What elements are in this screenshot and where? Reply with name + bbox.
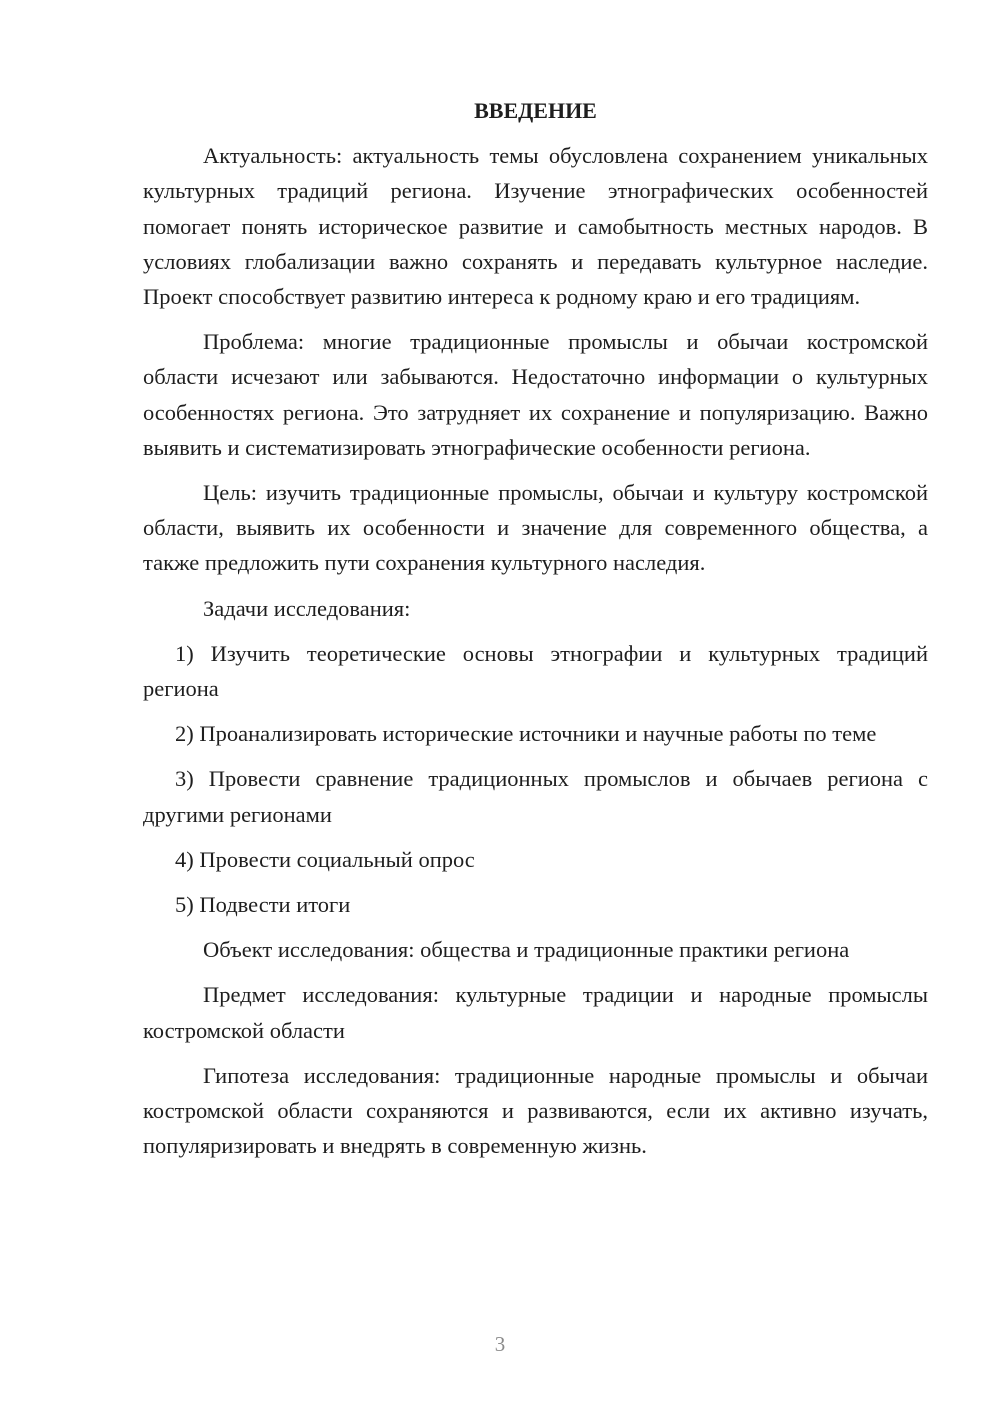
page-number: 3 <box>494 1332 506 1356</box>
object-paragraph: Объект исследования: общества и традиционные практики региона <box>203 937 850 963</box>
subject-paragraph: Предмет исследования: культурные традиции и народные промыслы костромской области <box>143 982 928 1043</box>
hypothesis-paragraph: Гипотеза исследования: традиционные народные промыслы и обычаи костромской области сохраняются и развиваются, если их активно изучать, популяризировать и внедрять в современную жизнь. <box>143 1062 928 1159</box>
page-content <box>143 93 928 1173</box>
relevance-paragraph: Актуальность: актуальность темы обусловлена сохранением уникальных культурных традиций региона. Изучение этнографических особенностей помогает понять историческое развитие и самобытность местных народов. В условиях глобализации важно сохранять и передавать культурное наследие. Проект способствует развитию интереса к родному краю и его традициям. <box>143 143 928 310</box>
task-item-1: 1) Изучить теоретические основы этнографии и культурных традиций региона <box>143 640 928 702</box>
task-item-4: 4) Провести социальный опрос <box>175 846 475 872</box>
goal-paragraph: Цель: изучить традиционные промыслы, обычаи и культуру костромской области, выявить их особенности и значение для современного общества, а также предложить пути сохранения культурного наследия. <box>143 480 928 576</box>
task-item-5: 5) Подвести итоги <box>175 892 351 918</box>
tasks-title: Задачи исследования: <box>203 595 411 621</box>
task-item-3: 3) Провести сравнение традиционных промыслов и обычаев региона с другими регионами <box>143 766 928 827</box>
section-heading: ВВЕДЕНИЕ <box>474 98 597 123</box>
problem-paragraph: Проблема: многие традиционные промыслы и обычаи костромской области исчезают или забываются. Недостаточно информации о культурных особенностях региона. Это затрудняет их сохранение и популяризацию. Важно выявить и систематизировать этнографические особенности региона. <box>143 329 928 460</box>
task-item-2: 2) Проанализировать исторические источники и научные работы по теме <box>175 721 877 747</box>
